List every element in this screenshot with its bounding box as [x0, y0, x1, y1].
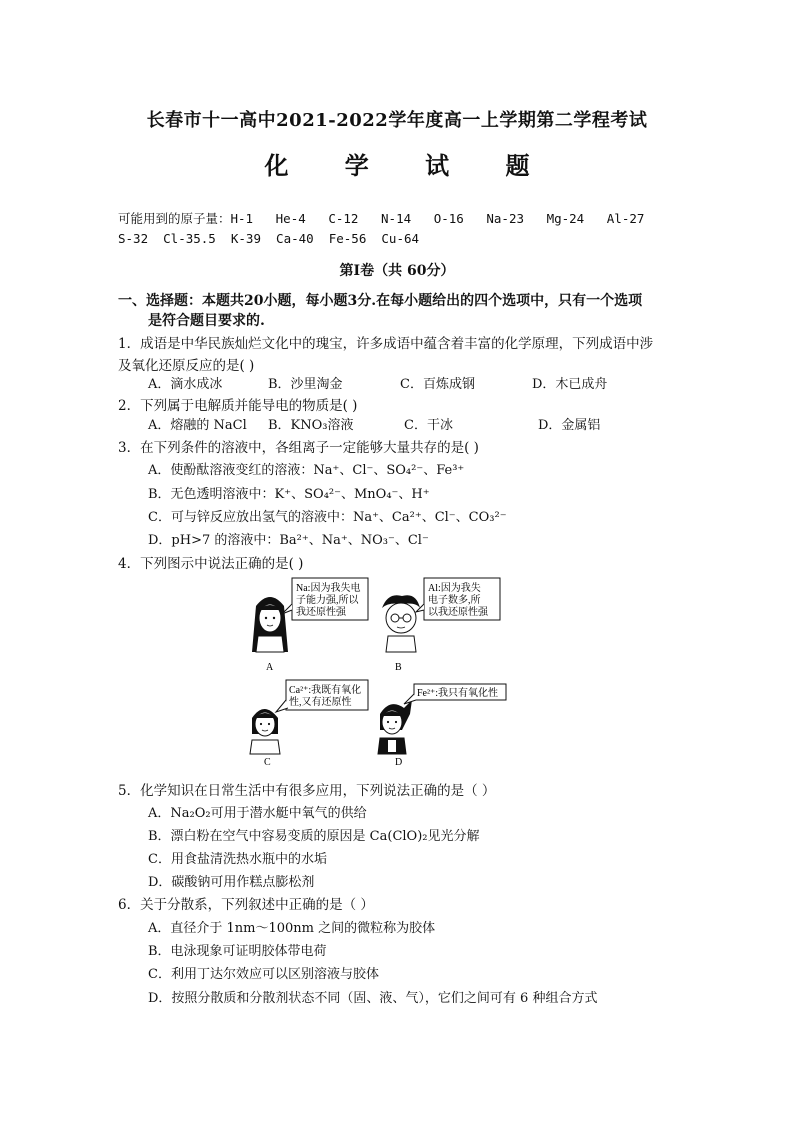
q2-option-a: A．熔融的 NaCl: [148, 418, 247, 433]
figure-label-a: A: [266, 662, 274, 673]
q5-option-c: C．用食盐清洗热水瓶中的水垢: [148, 852, 327, 867]
character-d-illustration: [378, 700, 412, 754]
character-b-illustration: [382, 595, 420, 652]
q6-option-d: D．按照分散质和分散剂状态不同（固、液、气），它们之间可有 6 种组合方式: [148, 991, 598, 1006]
q6-option-a: A．直径介于 1nm～100nm 之间的微粒称为胶体: [148, 921, 436, 936]
q3-stem: 3．在下列条件的溶液中，各组离子一定能够大量共存的是( ): [118, 440, 479, 456]
exam-subtitle: 化 学 试 题: [264, 151, 554, 180]
figure-label-b: B: [395, 662, 402, 673]
q2-option-b: B．KNO₃溶液: [268, 418, 354, 433]
q3-option-a: A．使酚酞溶液变红的溶液：Na⁺、Cl⁻、SO₄²⁻、Fe³⁺: [148, 463, 465, 478]
q1-option-b: B．沙里淘金: [268, 377, 343, 392]
q4-stem: 4．下列图示中说法正确的是( ): [118, 556, 304, 572]
bubble-c-line-1: Ca²⁺:我既有氧化: [289, 685, 362, 696]
q3-option-b: B．无色透明溶液中：K⁺、SO₄²⁻、MnO₄⁻、H⁺: [148, 487, 430, 502]
q4-figure: [230, 574, 550, 770]
bubble-c-line-2: 性,又有还原性: [289, 697, 352, 708]
q1-stem-line-1: 1．成语是中华民族灿烂文化中的瑰宝，许多成语中蕴含着丰富的化学原理，下列成语中涉: [118, 336, 654, 352]
figure-label-d: D: [395, 757, 403, 768]
q2-option-c: C．干冰: [404, 418, 453, 433]
bubble-d-line-1: Fe²⁺:我只有氧化性: [417, 688, 499, 699]
q5-option-d: D．碳酸钠可用作糕点膨松剂: [148, 875, 315, 890]
q3-option-d: D．pH>7 的溶液中：Ba²⁺、Na⁺、NO₃⁻、Cl⁻: [148, 533, 429, 548]
atomic-mass-line-1: 可能用到的原子量：H-1 He-4 C-12 N-14 O-16 Na-23 Mg-24 Al-27: [118, 211, 645, 226]
q5-option-a: A．Na₂O₂可用于潜水艇中氧气的供给: [148, 806, 367, 821]
q6-option-b: B．电泳现象可证明胶体带电荷: [148, 944, 327, 959]
volume-heading: 第Ⅰ卷（共 60分）: [339, 263, 455, 279]
q1-stem-line-2: 及氧化还原反应的是( ): [118, 358, 255, 374]
bubble-b-line-3: 以我还原性强: [428, 607, 488, 618]
bubble-a-line-3: 我还原性强: [296, 607, 346, 618]
bubble-b-line-2: 电子数多,所: [428, 595, 481, 606]
character-a-illustration: [252, 597, 288, 652]
q1-option-a: A．滴水成冰: [148, 377, 223, 392]
q5-option-b: B．漂白粉在空气中容易变质的原因是 Ca(ClO)₂见光分解: [148, 829, 480, 844]
section-heading-line-2: 是符合题目要求的.: [148, 313, 265, 329]
q6-option-c: C．利用丁达尔效应可以区别溶液与胶体: [148, 967, 379, 982]
character-c-illustration: [250, 709, 280, 754]
q6-stem: 6．关于分散系，下列叙述中正确的是（ ）: [118, 897, 374, 913]
q5-stem: 5．化学知识在日常生活中有很多应用，下列说法正确的是（ ）: [118, 783, 496, 799]
q2-option-d: D．金属铝: [538, 418, 601, 433]
q1-option-d: D．木已成舟: [532, 377, 608, 392]
section-heading-line-1: 一、选择题：本题共20小题，每小题3分.在每小题给出的四个选项中，只有一个选项: [118, 293, 643, 309]
figure-label-c: C: [264, 757, 271, 768]
atomic-mass-line-2: S-32 Cl-35.5 K-39 Ca-40 Fe-56 Cu-64: [118, 231, 420, 246]
bubble-a-line-1: Na:因为我失电: [296, 583, 361, 594]
bubble-b-line-1: Al:因为我失: [428, 583, 481, 594]
q1-option-c: C．百炼成钢: [400, 377, 475, 392]
exam-title: 长春市十一高中2021-2022学年度高一上学期第二学程考试: [146, 110, 648, 131]
bubble-a-line-2: 子能力强,所以: [296, 595, 359, 606]
q3-option-c: C．可与锌反应放出氢气的溶液中：Na⁺、Ca²⁺、Cl⁻、CO₃²⁻: [148, 510, 507, 525]
q2-stem: 2．下列属于电解质并能导电的物质是( ): [118, 398, 358, 414]
